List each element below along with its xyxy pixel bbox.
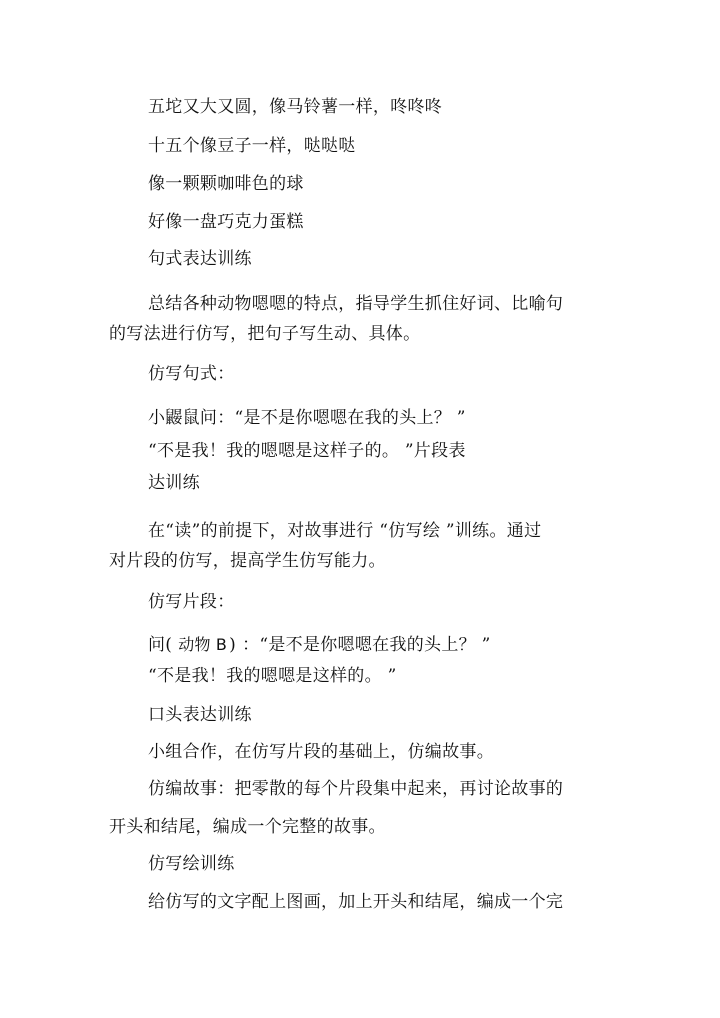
section-heading: 仿写句式： (148, 364, 235, 384)
text-line: 好像一盘巧克力蛋糕 (148, 212, 304, 232)
section-heading: 达训练 (148, 473, 200, 493)
paragraph-line: 在“读”的前提下，对故事进行 “仿写绘 ”训练。通过 (148, 521, 542, 541)
dialogue-line (148, 635, 491, 655)
dialogue-animal: 动物 (178, 635, 211, 654)
paragraph-line: 开头和结尾，编成一个完整的故事。 (109, 817, 386, 837)
paragraph-line: 给仿写的文字配上图画，加上开头和结尾，编成一个完 (148, 892, 564, 912)
dialogue-letter: B (215, 635, 228, 654)
section-heading: 仿写片段： (148, 592, 235, 612)
text-line: 像一颗颗咖啡色的球 (148, 174, 304, 194)
dialogue-line: “不是我！我的嗯嗯是这样的。 ” (148, 666, 397, 686)
dialogue-question: ：“是不是你嗯嗯在我的头上？ ” (242, 635, 491, 655)
text-line: 十五个像豆子一样，哒哒哒 (148, 136, 356, 156)
paragraph-line: 的写法进行仿写，把句子写生动、具体。 (109, 324, 421, 344)
paragraph-line: 总结各种动物嗯嗯的特点，指导学生抓住好词、比喻句 (148, 294, 564, 314)
dialogue-line: 小鼹鼠问：“是不是你嗯嗯在我的头上？ ” (148, 408, 466, 428)
paragraph-line: 小组合作，在仿写片段的基础上，仿编故事。 (148, 742, 494, 762)
paragraph-line: 对片段的仿写，提高学生仿写能力。 (109, 551, 386, 571)
dialogue-paren: ) (229, 635, 237, 655)
section-heading: 口头表达训练 (148, 705, 252, 725)
text-line: 五坨又大又圆，像马铃薯一样，咚咚咚 (148, 97, 443, 117)
paragraph-line: 仿编故事：把零散的每个片段集中起来，再讨论故事的 (148, 779, 564, 799)
section-heading: 句式表达训练 (148, 249, 252, 269)
dialogue-prefix: 问( (148, 635, 173, 655)
section-heading: 仿写绘训练 (148, 854, 235, 874)
dialogue-line: “不是我！我的嗯嗯是这样子的。 ”片段表 (148, 441, 466, 461)
